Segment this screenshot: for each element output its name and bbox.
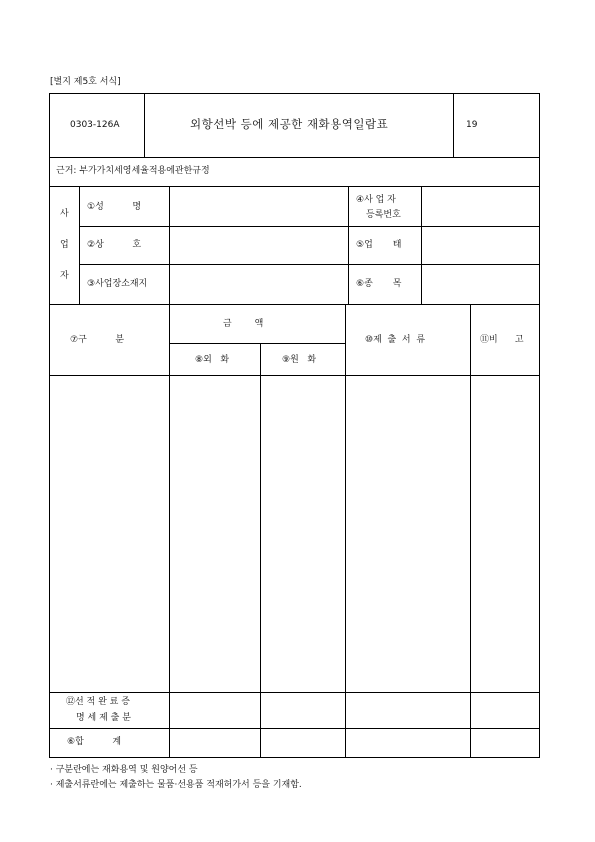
won-cell[interactable] [261, 376, 345, 692]
form-code: 0303-126A [70, 120, 120, 130]
business-type-label: ⑤업 태 [356, 240, 402, 250]
remarks-cell[interactable] [471, 376, 539, 692]
business-side-label: 자 [60, 271, 69, 281]
form-title: 외항선박 등에 제공한 재화용역일람표 [190, 117, 389, 131]
foreign-currency-header: ⑧외 화 [195, 355, 230, 365]
amount-header: 금 액 [223, 319, 264, 329]
clearance-row-label: ⑫선 적 완 료 증 [66, 697, 130, 707]
note-item: · 제출서류란에는 제출하는 물품·선용품 적재허가서 등을 기재함. [50, 780, 302, 790]
divider [49, 692, 540, 693]
documents-cell[interactable] [346, 376, 470, 692]
documents-header: ⑩제 출 서 류 [365, 335, 426, 345]
remarks-header: ⑪비 고 [480, 335, 524, 345]
business-type-field[interactable] [422, 227, 539, 263]
divider [348, 186, 349, 304]
biz-reg-no-label-2: 등록번호 [366, 210, 401, 220]
item-field[interactable] [422, 265, 539, 303]
basis-text: 근거: 부가가치세영세율적용에관한규정 [56, 166, 210, 176]
category-cell[interactable] [50, 376, 169, 692]
address-field[interactable] [170, 265, 347, 303]
divider [169, 343, 345, 344]
divider [49, 157, 540, 158]
category-header: ⑦구 분 [70, 335, 125, 345]
item-label: ⑥종 목 [356, 279, 402, 289]
name-field[interactable] [170, 187, 347, 225]
clearance-row-label-2: 명 세 제 출 분 [76, 713, 131, 723]
trade-name-label: ②상 호 [87, 240, 142, 250]
total-row-label: ⑥합 계 [67, 737, 122, 747]
foreign-currency-cell[interactable] [170, 376, 260, 692]
trade-name-field[interactable] [170, 227, 347, 263]
name-label: ①성 명 [87, 202, 142, 212]
divider [453, 93, 454, 157]
divider [49, 728, 540, 729]
divider [144, 93, 145, 157]
year-prefix: 19 [466, 120, 478, 130]
won-header: ⑨원 화 [282, 355, 317, 365]
divider [79, 186, 80, 304]
note-item: · 구분란에는 재화용역 및 원양어선 등 [50, 765, 198, 775]
biz-reg-no-label: ④사 업 자 [356, 195, 396, 205]
divider [49, 304, 540, 305]
address-label: ③사업장소재지 [87, 279, 148, 289]
business-side-label: 업 [60, 240, 69, 250]
form-number-label: [별지 제5호 서식] [50, 77, 121, 87]
business-side-label: 사 [60, 209, 69, 219]
biz-reg-no-field[interactable] [422, 187, 539, 225]
